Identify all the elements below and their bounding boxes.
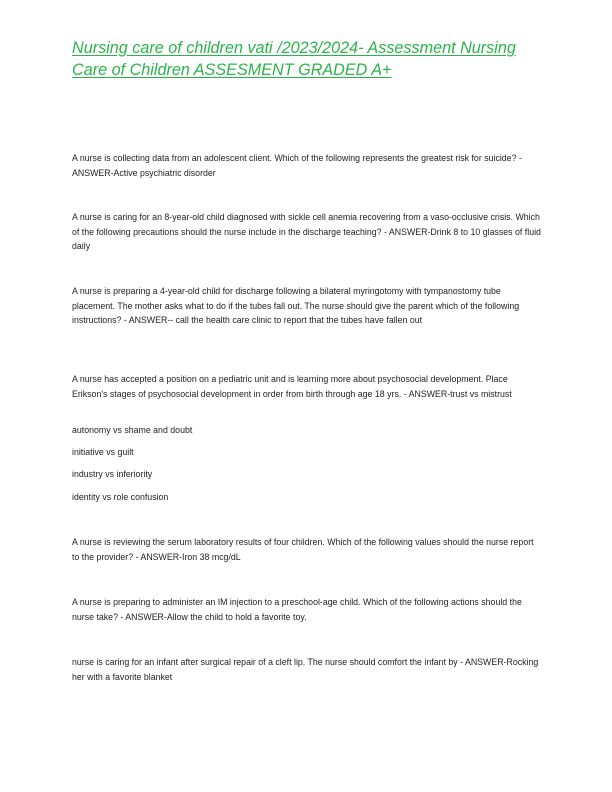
qa-text: A nurse is caring for an 8-year-old child diagnosed with sickle cell anemia recovering from a vaso-occlusive crisis. Which of the following precautions should the nurse include in the discharge teaching? - ANSWER-Drink 8 to 10 glasses of fluid daily [72, 212, 541, 252]
qa-item-5 [72, 535, 542, 564]
erikson-stage-identity: identity vs role confusion [72, 492, 169, 502]
qa-text: A nurse is preparing a 4-year-old child for discharge following a bilateral myringotomy with tympanostomy tube placement. The mother asks what to do if the tubes fall out. The nurse should give the parent which of the following instructions? - ANSWER-- call the health care clinic to report that the tubes have fallen out [72, 286, 520, 326]
qa-text: A nurse is reviewing the serum laboratory results of four children. Which of the following values should the nurse report to the provider? - ANSWER-Iron 38 mcg/dL [72, 537, 534, 562]
qa-text: A nurse is preparing to administer an IM injection to a preschool-age child. Which of the following actions should the nurse take? - ANSWER-Allow the child to hold a favorite toy. [72, 597, 522, 622]
qa-item-7 [72, 655, 542, 684]
erikson-stage-industry: industry vs inferiority [72, 469, 153, 479]
qa-item-4 [72, 372, 542, 401]
qa-item-1 [72, 151, 542, 180]
qa-text: A nurse is collecting data from an adolescent client. Which of the following represents the greatest risk for suicide? - ANSWER-Active psychiatric disorder [72, 153, 522, 178]
erikson-stage-autonomy: autonomy vs shame and doubt [72, 425, 193, 435]
qa-text: nurse is caring for an infant after surgical repair of a cleft lip. The nurse should comfort the infant by - ANSWER-Rocking her with a favorite blanket [72, 657, 539, 682]
qa-text: A nurse has accepted a position on a pediatric unit and is learning more about psychosocial development. Place Erikson's stages of psychosocial development in order from birth through age 18 yrs. - ANSWER-trust vs mistrust [72, 374, 512, 399]
erikson-stage-initiative: initiative vs guilt [72, 447, 134, 457]
qa-item-6 [72, 595, 542, 624]
qa-item-3 [72, 284, 542, 328]
qa-item-2 [72, 210, 542, 254]
document-title: Nursing care of children vati /2023/2024- Assessment Nursing Care of Children ASSESMENT GRADED A+ [72, 39, 516, 79]
